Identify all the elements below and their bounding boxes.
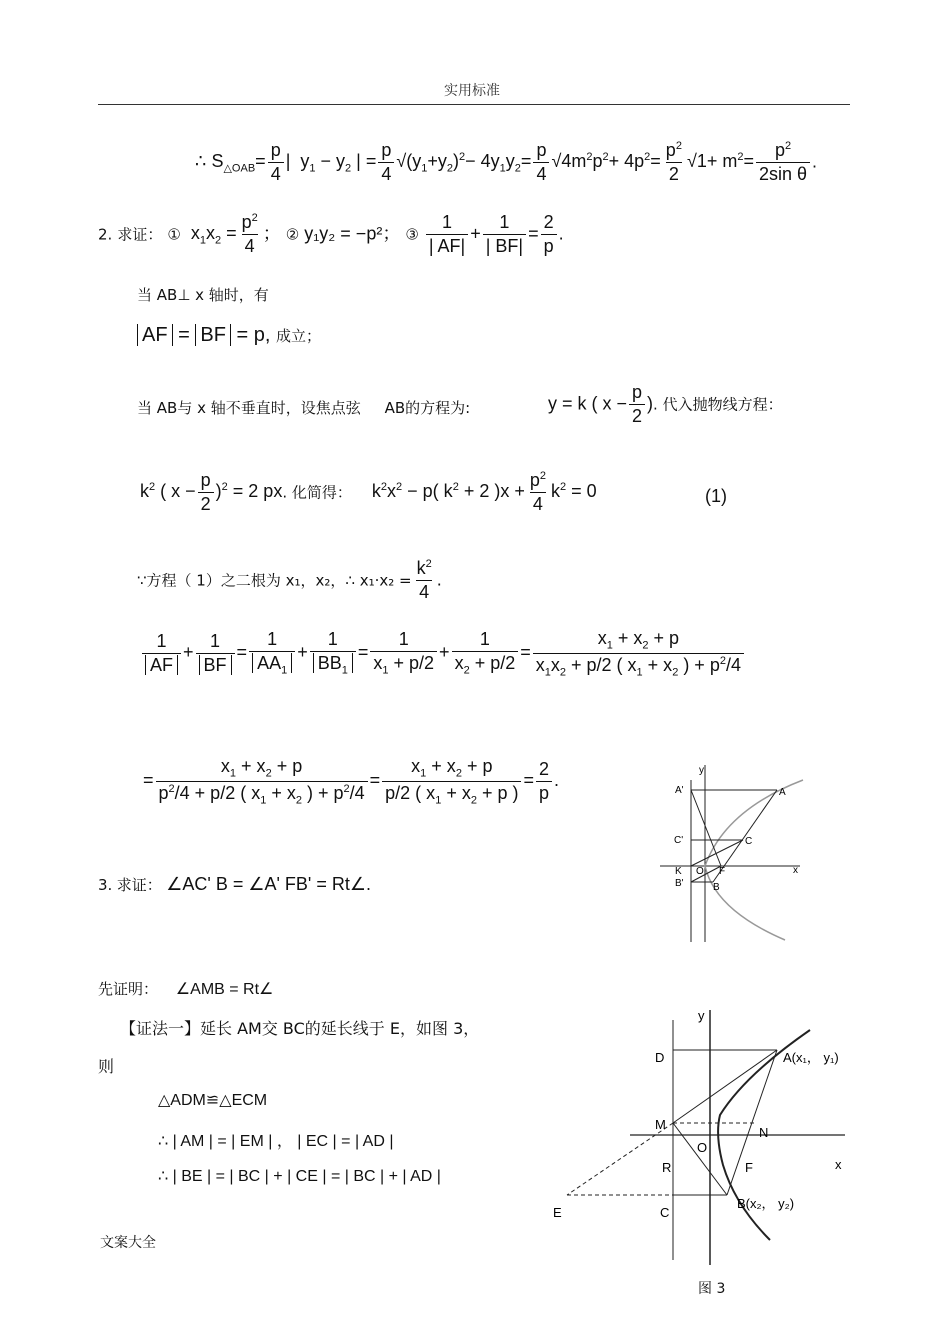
fig3-label-n: N — [759, 1125, 769, 1140]
small-label-a1: A' — [675, 785, 684, 796]
reciprocal-result: = $\frac{x_1 + x_2 + p}{p^2/4 + p/2 ( x_1 + x_2 ) + p^2/4}$ = $\frac{x_1 + x_2 + p}{p/2 ( x_1 + x_2 + p )}$ = $\frac{2}{p}$ . — [143, 756, 560, 807]
figure-3-caption: 图 3 — [698, 1281, 726, 1297]
simplify-text: . 化简得： — [282, 483, 352, 502]
figure-3 — [545, 1005, 855, 1270]
small-label-c1: C' — [674, 835, 684, 846]
claim1-marker: ① — [167, 225, 181, 244]
header-rule — [98, 104, 850, 105]
proof-step-1: ∴ | AM | = | EM | ， | EC | = | AD | — [158, 1133, 394, 1150]
fig3-label-a: A(x₁， y₁) — [783, 1050, 839, 1065]
when-nonperp-b: AB的方程为: — [384, 399, 471, 417]
roots-text: ∵方程（ 1）之二根为 x₁，x₂，∴ x₁·x₂ = — [137, 571, 412, 590]
item2-statement: 2. 求证： ① $x_1x_2$ = $\frac{p^2}{4}$ ； ② y₁y₂ = −p²； ③ $\frac{1}{| AF|}$ + $\frac{1}{| BF|}$ = $\frac{2}{p}$ . — [98, 212, 564, 256]
proof-method-1-then: 则 — [98, 1057, 115, 1076]
fig3-label-e: E — [553, 1205, 562, 1220]
claim2-marker: ② — [285, 225, 300, 244]
prove-first-label: 先证明： — [98, 980, 159, 998]
fig3-label-c: C — [660, 1205, 670, 1220]
equation-number: (1) — [705, 486, 727, 506]
subst-text: . 代入抛物线方程： — [653, 395, 783, 414]
fig3-label-m: M — [655, 1117, 666, 1132]
when-nonperp-a: 当 AB与 x 轴不垂直时，设焦点弦 — [137, 399, 361, 417]
fig3-label-o: O — [697, 1140, 708, 1155]
substituted-equation: $k^2$ ( x − $\frac{p}{2}$ )$^2$ = 2 px. 化简得： $k^2x^2 - p$( $k^2 + 2$ )x + $\frac{p^2}{4}$ $k^2 = 0$ — [140, 470, 597, 514]
parabola-figure-small — [655, 760, 815, 945]
small-label-x: x — [793, 865, 798, 876]
claim2: y₁y₂ = −p² — [304, 223, 383, 244]
fig3-label-d: D — [655, 1050, 665, 1065]
fig3-label-b: B(x₂， y₂) — [737, 1196, 795, 1211]
small-label-f: F — [719, 866, 726, 877]
small-label-a: A — [779, 787, 786, 798]
when-perp: 当 AB⊥ x 轴时，有 — [137, 286, 269, 304]
item2-label: 求证： — [117, 225, 163, 244]
item2-number: 2. — [98, 225, 113, 244]
perp-result-text: 成立； — [275, 327, 321, 345]
small-label-b: B — [713, 882, 720, 893]
perp-result: AF = BF = p, 成立； — [137, 324, 321, 347]
fig3-label-y: y — [698, 1008, 705, 1023]
roots-line: ∵方程（ 1）之二根为 x₁，x₂，∴ x₁·x₂ = $\frac{k^2}{4}$ . — [137, 558, 442, 602]
page-footer: 文案大全 — [100, 1235, 156, 1251]
item3-statement — [98, 874, 371, 895]
chord-equation: y = k ( x − $\frac{p}{2}$ ). 代入抛物线方程： — [548, 382, 783, 426]
claim3-marker: ③ — [405, 225, 419, 244]
page-header: 实用标准 — [444, 82, 500, 98]
fig3-label-r: R — [662, 1160, 672, 1175]
item3-label: 求证： — [116, 876, 162, 894]
small-label-b1: B' — [675, 878, 684, 889]
area-formula: ∴ $S_{\triangle OAB}=$ $\frac{p}{4}$ | $y_1 - y_2$ | = $\frac{p}{4}$ $√(y_1+y_2)^2- 4y_1y_2=$ $\frac{p}{4}$ $√4m^2p^2+ 4p^2=$ $\frac{p^2}{2}$ $√1+ m^2=$ $\frac{p^2}{\text{2sin θ}}$ . — [195, 140, 818, 184]
congruence: △ADM≌△ECM — [158, 1092, 268, 1109]
small-label-k: K — [675, 866, 682, 877]
fig3-label-f: F — [745, 1160, 753, 1175]
reciprocal-sum: $\frac{1}{AF}$ + $\frac{1}{BF}$ = $\frac{1}{AA_1}$ + $\frac{1}{BB_1}$ = $\frac{1}{x_1 + p/2}$ + $\frac{1}{x_2 + p/2}$ = $\frac{x_1 + x_2 + p}{x_1x_2 + p/2 ( x_1 + x_2 ) + p^2/4}$ — [140, 628, 746, 678]
small-label-y: y — [699, 765, 704, 776]
prove-first-claim: ∠AMB = Rt∠ — [175, 981, 274, 998]
item3-claim: ∠AC' B = ∠A' FB' = Rt∠. — [166, 874, 372, 894]
fig3-label-x: x — [835, 1157, 842, 1172]
small-label-o: O — [696, 866, 704, 877]
when-nonperp — [137, 397, 470, 418]
small-label-c: C — [745, 836, 753, 847]
item3-number: 3. — [98, 876, 113, 894]
proof-method-1: 【证法一】延长 AM交 BC的延长线于 E，如图 3， — [120, 1019, 480, 1038]
prove-first — [98, 978, 273, 999]
proof-step-2: ∴ | BE | = | BC | + | CE | = | BC | + | AD | — [158, 1168, 441, 1185]
